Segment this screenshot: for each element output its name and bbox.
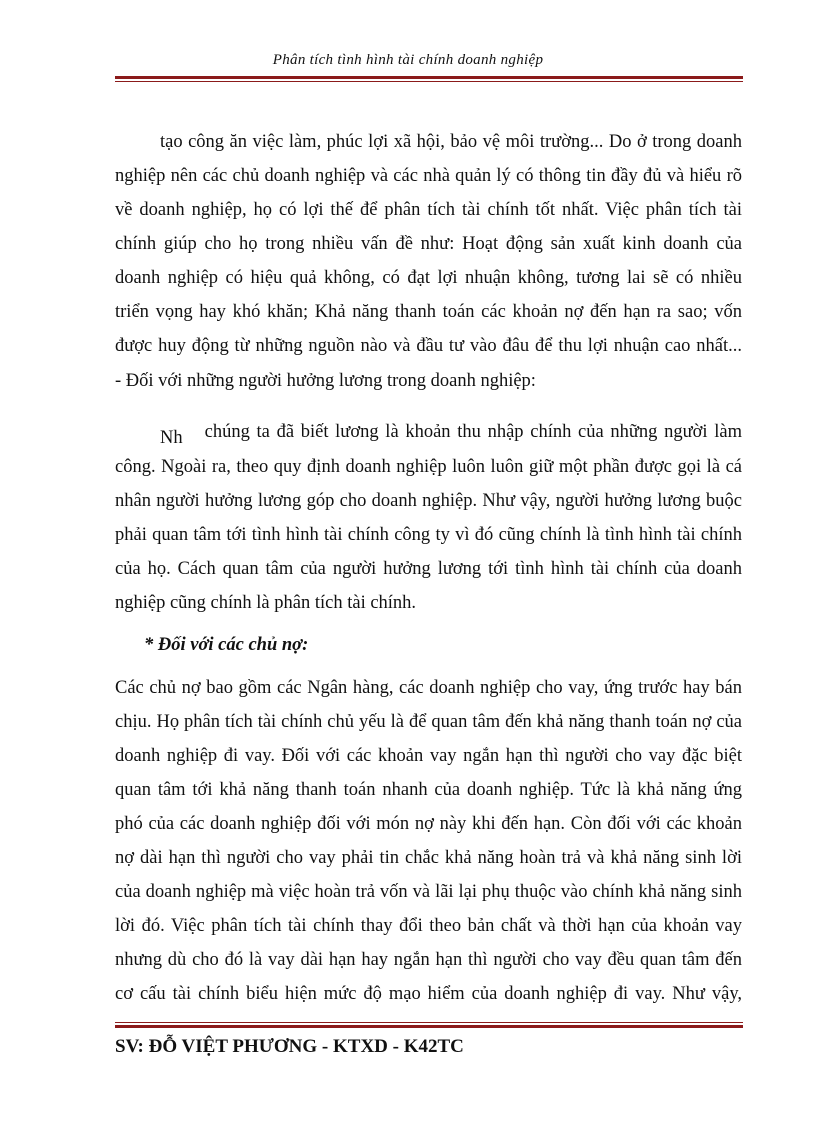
paragraph-3-line: của doanh nghiệp mà việc hoàn trả vốn và lãi lại phụ thuộc vào chính khả năng sinh <box>115 882 742 902</box>
paragraph-3-line: nhưng dù cho đó là vay dài hạn hay ngắn hạn thì người cho vay đều quan tâm đến <box>115 950 742 970</box>
paragraph-3-line: nợ dài hạn thì người cho vay phải tin chắc khả năng hoàn trả và khả năng sinh lời <box>115 848 742 868</box>
page-header-title: Phân tích tình hình tài chính doanh nghiệp <box>272 52 544 68</box>
paragraph-1-line: doanh nghiệp có hiệu quả không, có đạt lợi nhuận không, tương lai sẽ có nhiều <box>115 268 742 288</box>
paragraph-2-line: phải quan tâm tới tình hình tài chính công ty vì đó cũng chính là tình hình tài chính <box>115 525 742 545</box>
paragraph-2-line: chúng ta đã biết lương là khoản thu nhập chính của những người làm <box>204 422 742 442</box>
paragraph-3-line: lời đó. Việc phân tích tài chính thay đổi theo bản chất và thời hạn của khoản vay <box>115 916 742 936</box>
footer-rule <box>115 1022 743 1028</box>
bullet-heading: - Đối với những người hưởng lương trong doanh nghiệp: <box>115 371 536 391</box>
paragraph-2-line: nhân người hưởng lương góp cho doanh nghiệp. Như vậy, người hưởng lương buộc <box>115 491 742 511</box>
footer-student: SV: ĐỖ VIỆT PHƯƠNG - KTXD - K42TC <box>115 1036 464 1057</box>
paragraph-3-line: cơ cấu tài chính biểu hiện mức độ mạo hiểm của doanh nghiệp đi vay. Như vậy, <box>115 984 742 1004</box>
paragraph-1-line: nghiệp nên các chủ doanh nghiệp và các nhà quản lý có thông tin đầy đủ và hiểu rõ <box>115 166 742 186</box>
subheading-creditors: * Đối với các chủ nợ: <box>144 635 309 655</box>
paragraph-3-line: phó của các doanh nghiệp đối với món nợ này khi đến hạn. Còn đối với các khoản <box>115 814 742 834</box>
paragraph-2-first-line <box>160 422 742 448</box>
paragraph-1-line: được huy động từ những nguồn nào và đầu tư vào đâu để thu lợi nhuận cao nhất... <box>115 336 742 356</box>
paragraph-2-line: của họ. Cách quan tâm của người hưởng lương tới tình hình tài chính của doanh <box>115 559 742 579</box>
paragraph-3-line: quan tâm tới khả năng thanh toán nhanh của doanh nghiệp. Tức là khả năng ứng <box>115 780 742 800</box>
paragraph-3-line: Các chủ nợ bao gồm các Ngân hàng, các doanh nghiệp cho vay, ứng trước hay bán <box>115 678 742 698</box>
paragraph-2-line: nghiệp cũng chính là phân tích tài chính. <box>115 593 417 613</box>
paragraph-1-line: chính giúp cho họ trong nhiều vấn đề như: Hoạt động sản xuất kinh doanh của <box>115 234 742 254</box>
header-rule <box>115 76 743 82</box>
paragraph-3-line: doanh nghiệp đi vay. Đối với các khoản vay ngắn hạn thì người cho vay đặc biệt <box>115 746 742 766</box>
paragraph-1-line: về doanh nghiệp, họ có lợi thế để phân tích tài chính tốt nhất. Việc phân tích tài <box>115 200 742 220</box>
paragraph-3-line: chịu. Họ phân tích tài chính chủ yếu là để quan tâm đến khả năng thanh toán nợ của <box>115 712 742 732</box>
paragraph-2-line: công. Ngoài ra, theo quy định doanh nghiệp luôn luôn giữ một phần được gọi là cá <box>115 457 742 477</box>
paragraph-2-lead: Nh <box>160 428 183 448</box>
paragraph-1-line: tạo công ăn việc làm, phúc lợi xã hội, bảo vệ môi trường... Do ở trong doanh <box>160 132 742 152</box>
paragraph-1-line: triển vọng hay khó khăn; Khả năng thanh toán các khoản nợ đến hạn ra sao; vốn <box>115 302 742 322</box>
